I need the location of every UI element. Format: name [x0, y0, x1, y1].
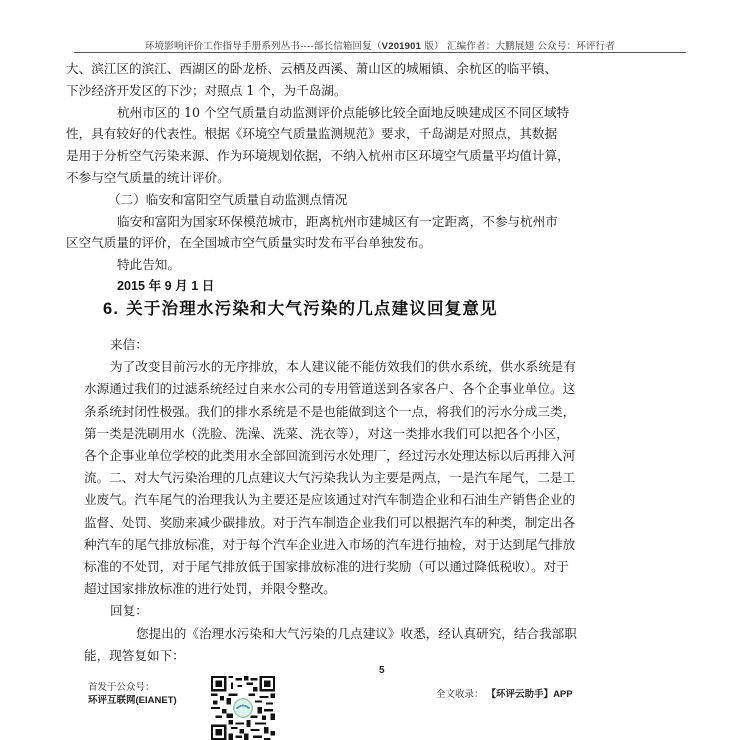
letter-line: 为了改变目前污水的无序排放，本人建议能不能仿效我们的供水系统，供水系统是有 — [110, 359, 576, 375]
first-published-label: 首发于公众号： — [88, 682, 155, 693]
letter-label: 来信： — [110, 337, 148, 352]
reply-line: 您提出的《治理水污染和大气污染的几点建议》收悉，经认真研究，结合我部职 — [136, 625, 577, 641]
section-number: 6. — [103, 300, 120, 318]
section-heading — [103, 295, 498, 319]
app-suffix: APP — [553, 689, 573, 700]
letter-line: 监督、处罚、奖励来减少碳排放。对于汽车制造企业我们可以根据汽车的种类，制定出各 — [84, 514, 576, 530]
section-title: 关于治理水污染和大气污染的几点建议回复意见 — [126, 299, 498, 318]
reply-label: 回复： — [110, 603, 148, 619]
reply-line: 能，现答复如下： — [84, 647, 185, 663]
header-divider — [74, 52, 686, 53]
letter-line: 条系统封闭性极强。我们的排水系统是不是也能做到这个一点，将我们的污水分成三类， — [84, 403, 576, 419]
body-line: 临安和富阳为国家环保模范城市，距离杭州市建城区有一定距离，不参与杭州市 — [117, 213, 558, 229]
body-line: 杭州市区的 10 个空气质量自动监测评价点能够比较全面地反映建成区不同区域特 — [117, 104, 570, 120]
header-series-suffix: 版） 汇编作者：大鹏展翅 公众号：环评行者 — [421, 41, 616, 52]
publisher-brand — [88, 694, 177, 707]
body-line: 区空气质量的评价，在全国城市空气质量实时发布平台单独发布。 — [66, 235, 432, 251]
body-line: 性，具有较好的代表性。根据《环境空气质量监测规范》要求，千岛湖是对照点，其数据 — [66, 126, 558, 142]
body-line: 大、滨江区的滨江、西湖区的卧龙桥、云栖及西溪、萧山区的城厢镇、余杭区的临平镇、 — [66, 61, 558, 76]
header-version: V201901 — [381, 41, 422, 52]
section-6-body — [84, 334, 674, 667]
page-number: 5 — [379, 665, 385, 676]
running-header — [75, 38, 685, 52]
brand-latin: (EIANET) — [135, 695, 177, 706]
letter-line: 第一类是洗刷用水（洗脸、洗澡、洗菜、洗衣等），对这一类排水我们可以把各个小区， — [84, 425, 569, 441]
letter-line: 业废气。汽车尾气的治理我认为主要还是应该通过对汽车制造企业和石油生产销售企业的 — [84, 492, 576, 508]
body-line: 是用于分析空气污染来源、作为环境规划依据，不纳入杭州市区环境空气质量平均值计算， — [66, 148, 570, 164]
body-line: 不参与空气质量的统计评价。 — [66, 169, 230, 185]
previous-section-body — [66, 58, 664, 298]
letter-line: 种汽车的尾气排放标准，对于每个汽车企业进入市场的汽车进行抽检，对于达到尾气排放 — [84, 536, 576, 552]
footer-collection — [436, 686, 573, 700]
letter-line: 各个企事业单位学校的此类用水全部回流到污水处理厂，经过污水处理达标以后再排入河 — [84, 448, 576, 464]
letter-line: 流。二、对大气污染治理的几点建议大气污染我认为主要是两点，一是汽车尾气，二是工 — [84, 470, 576, 486]
date-line: 2015 年 9 月 1 日 — [117, 278, 215, 293]
footer-publisher — [88, 681, 177, 707]
letter-line: 超过国家排放标准的进行处罚，并限令整改。 — [84, 581, 336, 597]
brand-cn: 环评互联网 — [88, 695, 136, 706]
app-name: 【环评云助手】 — [486, 689, 554, 700]
letter-line: 水源通过我们的过滤系统经过自来水公司的专用管道送到各家各户、各个企事业单位。这 — [84, 381, 576, 397]
closing-line: 特此告知。 — [117, 257, 180, 273]
header-series-prefix: 环境影响评价工作指导手册系列丛书----部长信箱回复（ — [144, 41, 382, 52]
qr-code-icon — [211, 676, 275, 740]
subheading: （二）临安和富阳空气质量自动监测点情况 — [108, 191, 348, 207]
body-line: 下沙经济开发区的下沙；对照点 1 个，为千岛湖。 — [66, 82, 347, 98]
collected-label: 全文收录： — [436, 689, 484, 700]
letter-line: 标准的不处罚，对于尾气排放低于国家排放标准的进行奖励（可以通过降低税收）。对于 — [84, 559, 569, 575]
